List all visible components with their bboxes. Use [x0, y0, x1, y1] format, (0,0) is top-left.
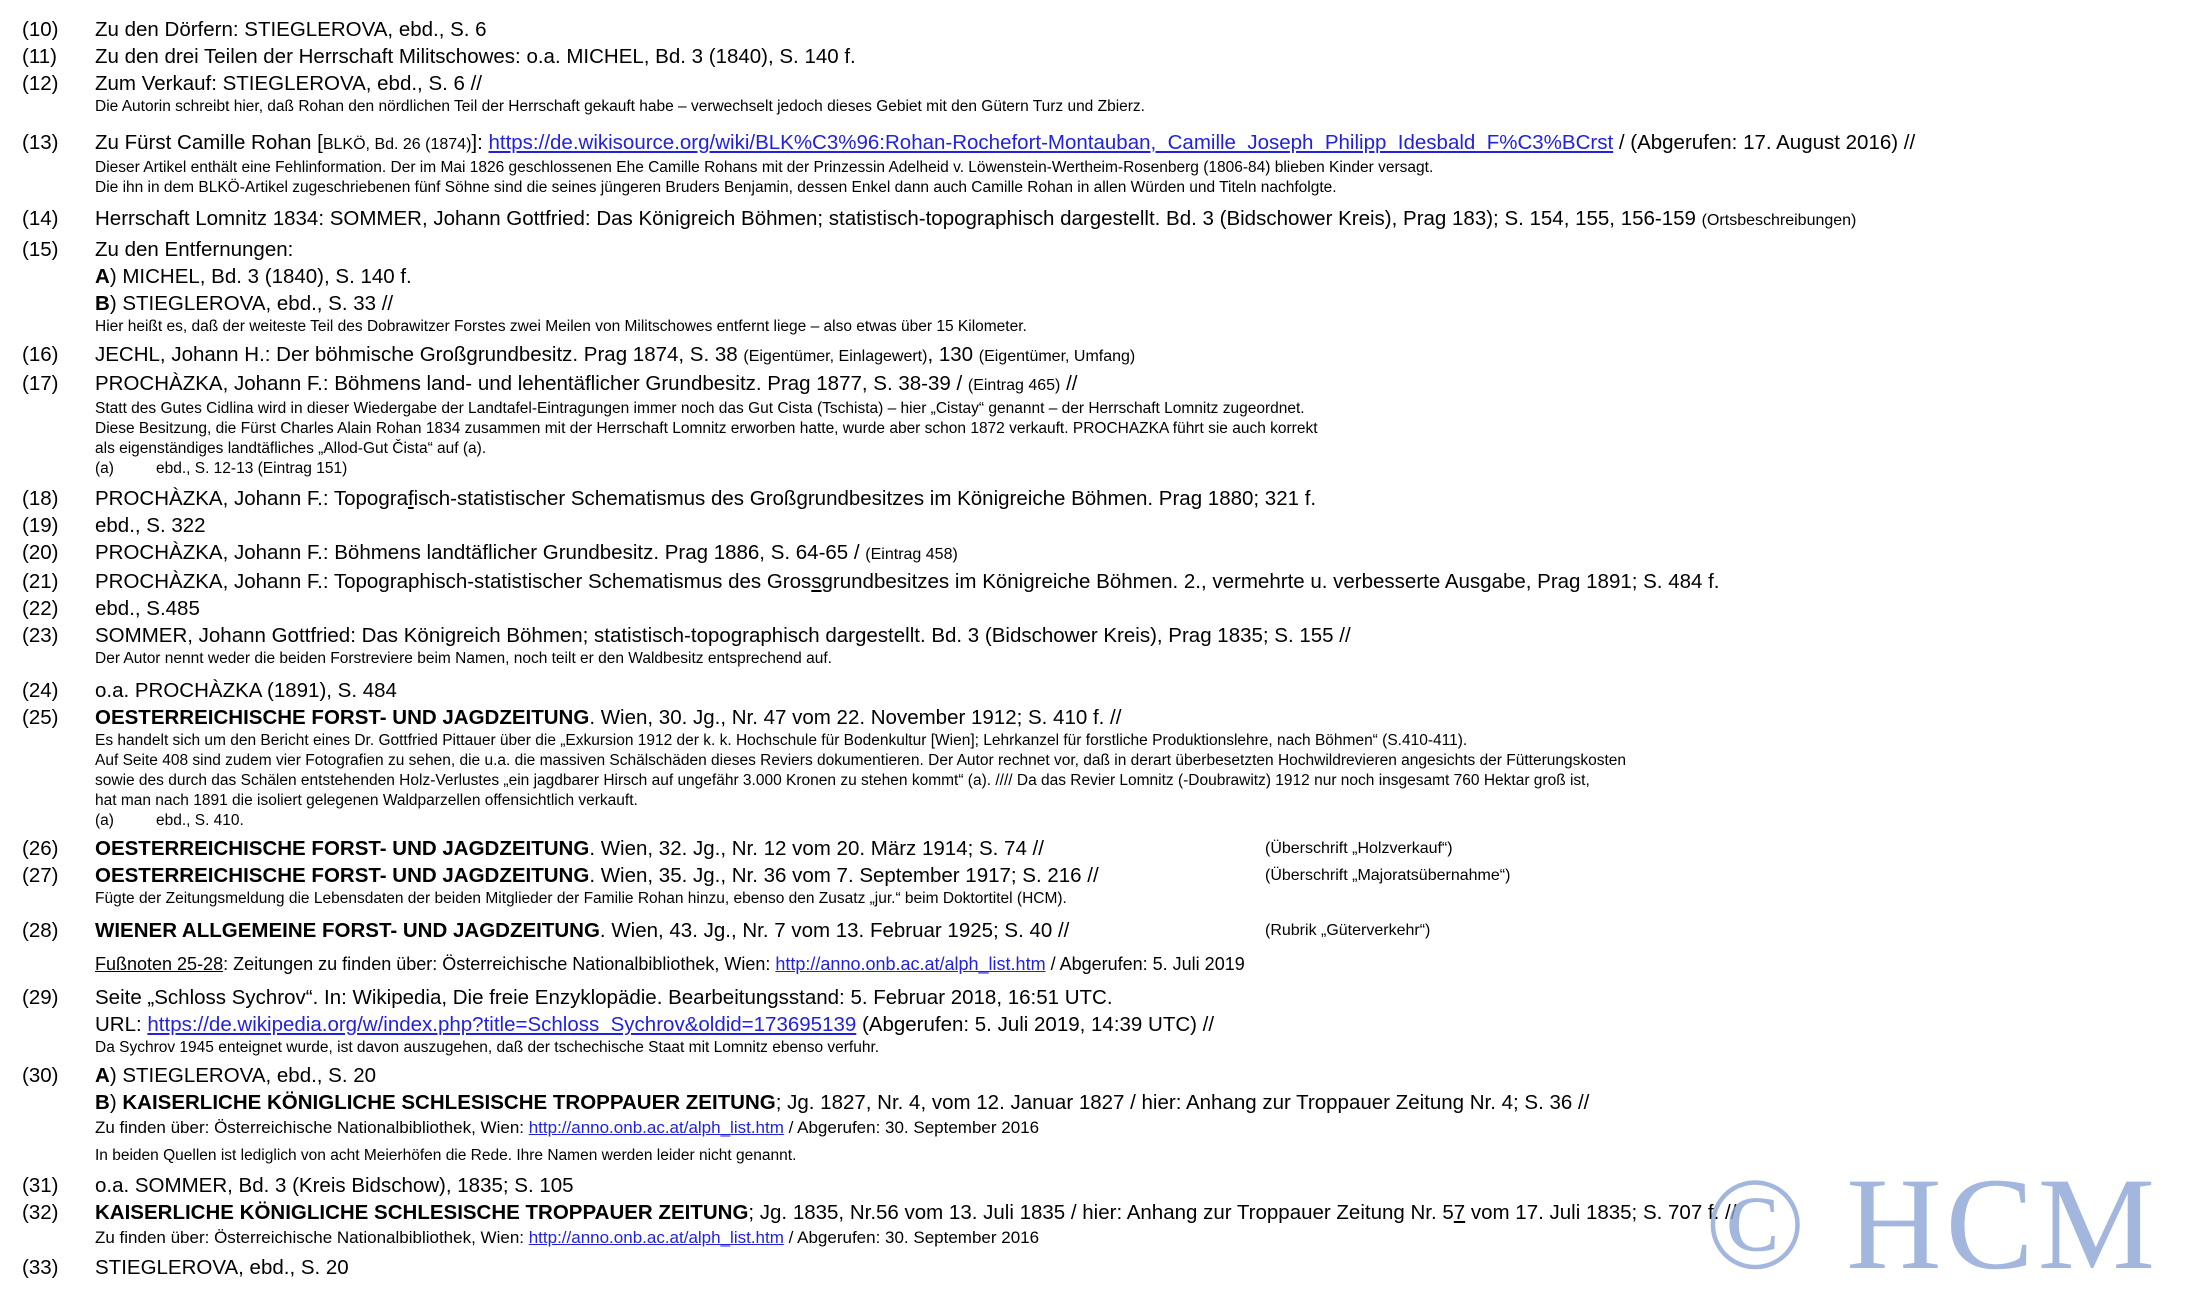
- footnote-entry: [0, 595, 2209, 622]
- footnote-entry: [0, 622, 2209, 669]
- text-segment: Zu finden über: Österreichische Nationalbibliothek, Wien:: [95, 1228, 529, 1247]
- footnote-number: (28): [22, 919, 59, 942]
- footnote-line: [0, 205, 2209, 234]
- text-segment: ebd., S. 410.: [155, 812, 244, 829]
- footnote-list: [0, 16, 2209, 1281]
- footnote-line: [0, 341, 2209, 370]
- text-segment: Fügte der Zeitungsmeldung die Lebensdaten der beiden Mitglieder der Familie Rohan hinzu, ebenso den Zusatz „jur.“ beim Doktortitel (HCM).: [95, 890, 1067, 907]
- text-segment: ) STIEGLEROVA, ebd., S. 33 //: [109, 292, 394, 315]
- footnote-number: (20): [22, 541, 59, 564]
- text-segment: : Zeitungen zu finden über: Österreichische Nationalbibliothek, Wien:: [223, 954, 776, 974]
- text-segment: B: [95, 1091, 110, 1114]
- footnote-line: [0, 649, 2209, 669]
- footnote-entry: [0, 835, 2209, 862]
- footnote-line: [0, 1038, 2209, 1058]
- text-segment: / Abgerufen: 30. September 2016: [783, 1118, 1040, 1137]
- text-segment: Zu den Dörfern: STIEGLEROVA, ebd., S. 6: [95, 18, 487, 41]
- anno-onb-link[interactable]: http://anno.onb.ac.at/alph_list.htm: [528, 1118, 784, 1137]
- margin-annotation: (Überschrift „Majoratsübernahme“): [1265, 867, 1511, 884]
- footnote-line: [0, 1062, 2209, 1089]
- footnote-entry: [0, 341, 2209, 370]
- text-segment: JECHL, Johann H.: Der böhmische Großgrundbesitz. Prag 1874, S. 38: [95, 343, 744, 366]
- text-segment: OESTERREICHISCHE FORST- UND JAGDZEITUNG: [95, 706, 590, 729]
- text-segment: PROCHÀZKA, Johann F.: Topogra: [95, 487, 408, 510]
- footnote-line: [0, 835, 2209, 862]
- text-segment: Statt des Gutes Cidlina wird in dieser Wiedergabe der Landtafel-Eintragungen immer noch das Gut Cista (Tschista) – hier „Cistay“ genannt – der Herrschaft Lomnitz zugeordnet.: [95, 400, 1305, 417]
- text-segment: , 130: [927, 343, 979, 366]
- text-segment: Seite „Schloss Sychrov“. In: Wikipedia, Die freie Enzyklopädie. Bearbeitungsstand: 5. Februar 2018, 16:51 UTC.: [95, 986, 1113, 1009]
- footnote-line: [0, 771, 2209, 791]
- text-segment: . Wien, 35. Jg., Nr. 36 vom 7. September 1917; S. 216 //: [589, 864, 1099, 887]
- footnote-line: [0, 16, 2209, 43]
- footnote-number: (30): [22, 1064, 59, 1087]
- watermark: © HCM: [1705, 1150, 2160, 1290]
- text-segment: ebd., S. 12-13 (Eintrag 151): [155, 460, 348, 477]
- text-segment: A: [95, 265, 110, 288]
- footnote-number: (21): [22, 570, 59, 593]
- text-segment: OESTERREICHISCHE FORST- UND JAGDZEITUNG: [95, 837, 590, 860]
- footnote-line: [0, 1146, 2209, 1166]
- footnote-line: [0, 97, 2209, 117]
- text-segment: Fußnoten 25-28: [95, 954, 224, 974]
- footnote-entry: [0, 370, 2209, 479]
- text-segment: PROCHÀZKA, Johann F.: Topographisch-statistischer Schematismus des Gros: [95, 570, 812, 593]
- text-segment: B: [95, 292, 110, 315]
- text-segment: o.a. PROCHÀZKA (1891), S. 484: [95, 679, 397, 702]
- text-segment: sowie des durch das Schälen entstehenden Holz-Verlustes „ein jagdbarer Hirsch auf ungefähr 3.000 Kronen zu stehen kommt“ (a). //// Da das Revier Lomnitz (-Doubrawitz) 1912 nur noch insgesamt 760 Hektar groß ist,: [95, 772, 1590, 789]
- footnote-line: [0, 485, 2209, 512]
- text-segment: als eigenständiges landtäfliches „Allod-Gut Čista“ auf (a).: [95, 440, 487, 457]
- footnote-line: [0, 952, 2209, 976]
- text-segment: (Abgerufen: 5. Juli 2019, 14:39 UTC) //: [856, 1013, 1215, 1036]
- footnote-number: (25): [22, 706, 59, 729]
- footnote-number: (12): [22, 72, 59, 95]
- text-segment: / (Abgerufen: 17. August 2016) //: [1613, 131, 1916, 154]
- text-segment: PROCHÀZKA, Johann F.: Böhmens landtäflicher Grundbesitz. Prag 1886, S. 64-65 /: [95, 541, 866, 564]
- anno-onb-link[interactable]: http://anno.onb.ac.at/alph_list.htm: [775, 954, 1046, 974]
- text-segment: Dieser Artikel enthält eine Fehlinformation. Der im Mai 1826 geschlossenen Ehe Camille Rohans mit der Prinzessin Adelheid v. Löwenstein-Wertheim-Rosenberg (1806-84) blieben Kinder versagt.: [95, 159, 1434, 176]
- footnote-entry: [0, 677, 2209, 704]
- footnote-entry: [0, 704, 2209, 831]
- footnote-entry: [0, 1062, 2209, 1166]
- text-segment: Hier heißt es, daß der weiteste Teil des Dobrawitzer Forstes zwei Meilen von Militschowes entfernt liege – also etwas über 15 Kilometer.: [95, 318, 1027, 335]
- footnote-number: (33): [22, 1256, 59, 1279]
- text-segment: STIEGLEROVA, ebd., S. 20: [95, 1256, 349, 1279]
- text-segment: Der Autor nennt weder die beiden Forstreviere beim Namen, noch teilt er den Waldbesitz entsprechend auf.: [95, 650, 832, 667]
- text-segment: Herrschaft Lomnitz 1834: SOMMER, Johann Gottfried: Das Königreich Böhmen; statistisch-topographisch dargestellt. Bd. 3 (Bidschower Kreis), Prag 183); S. 154, 155, 156-159: [95, 207, 1702, 230]
- text-segment: hat man nach 1891 die isoliert gelegenen Waldparzellen offensichtlich verkauft.: [95, 792, 638, 809]
- text-segment: Zu finden über: Österreichische Nationalbibliothek, Wien:: [95, 1118, 529, 1137]
- footnote-line: [0, 290, 2209, 317]
- footnote-number: (32): [22, 1201, 59, 1224]
- margin-annotation: (Überschrift „Holzverkauf“): [1265, 840, 1453, 857]
- footnote-number: (10): [22, 18, 59, 41]
- footnote-entry: [0, 70, 2209, 117]
- footnote-line: [0, 459, 2209, 479]
- footnote-entry: [0, 1172, 2209, 1199]
- text-segment: A: [95, 1064, 110, 1087]
- footnote-number: (19): [22, 514, 59, 537]
- footnote-line: [0, 1011, 2209, 1038]
- footnote-entry: [0, 862, 2209, 909]
- margin-annotation: (Rubrik „Güterverkehr“): [1265, 922, 1431, 939]
- footnote-line: [0, 622, 2209, 649]
- footnote-line: [0, 917, 2209, 944]
- footnote-line: [0, 43, 2209, 70]
- text-segment: In beiden Quellen ist lediglich von acht Meierhöfen die Rede. Ihre Namen werden leider nicht genannt.: [95, 1147, 797, 1164]
- text-segment: Die ihn in dem BLKÖ-Artikel zugeschriebenen fünf Söhne sind die seines jüngeren Bruders Benjamin, dessen Enkel dann auch Camille Rohan in allen Würden und Titeln nachfolgte.: [95, 179, 1337, 196]
- footnote-entry: [0, 205, 2209, 234]
- text-segment: isch-statistischer Schematismus des Großgrundbesitzes im Königreiche Böhmen. Prag 1880; 321 f.: [413, 487, 1317, 510]
- text-segment: (a): [95, 812, 114, 829]
- footnote-entry: [0, 984, 2209, 1058]
- text-segment: f: [407, 487, 414, 510]
- footnote-line: [0, 862, 2209, 889]
- text-segment: ): [109, 1091, 123, 1114]
- text-segment: (Eigentümer, Einlagewert): [743, 348, 928, 365]
- footnote-number: (26): [22, 837, 59, 860]
- text-segment: (Eintrag 458): [865, 546, 958, 563]
- text-segment: ) STIEGLEROVA, ebd., S. 20: [109, 1064, 377, 1087]
- footnote-number: (29): [22, 986, 59, 1009]
- text-segment: OESTERREICHISCHE FORST- UND JAGDZEITUNG: [95, 864, 590, 887]
- footnote-line: [0, 236, 2209, 263]
- footnote-entry: [0, 512, 2209, 539]
- footnote-line: [0, 731, 2209, 751]
- text-segment: (Ortsbeschreibungen): [1701, 212, 1857, 229]
- footnote-entry: [0, 1254, 2209, 1281]
- footnote-line: [0, 1116, 2209, 1140]
- footnote-line: [0, 539, 2209, 568]
- footnote-entry: [0, 236, 2209, 337]
- footnote-number: (23): [22, 624, 59, 647]
- footnote-entry: [0, 129, 2209, 198]
- footnote-entry: [0, 43, 2209, 70]
- footnote-line: [0, 158, 2209, 178]
- footnote-line: [0, 419, 2209, 439]
- footnote-line: [0, 984, 2209, 1011]
- footnote-line: [0, 568, 2209, 595]
- text-segment: ; Jg. 1835, Nr.56 vom 13. Juli 1835 / hier: Anhang zur Troppauer Zeitung Nr. 5: [748, 1201, 1454, 1224]
- footnote-entry: [0, 1199, 2209, 1250]
- footnote-line: [0, 751, 2209, 771]
- footnote-number: (31): [22, 1174, 59, 1197]
- footnote-number: (27): [22, 864, 59, 887]
- footnote-line: [0, 1089, 2209, 1116]
- text-segment: / Abgerufen: 5. Juli 2019: [1045, 954, 1245, 974]
- text-segment: grundbesitzes im Königreiche Böhmen. 2., vermehrte u. verbesserte Ausgabe, Prag 1891; S. 484 f.: [821, 570, 1720, 593]
- text-segment: ]:: [471, 131, 489, 154]
- text-segment: ebd., S. 322: [95, 514, 206, 537]
- text-segment: . Wien, 32. Jg., Nr. 12 vom 20. März 1914; S. 74 //: [589, 837, 1044, 860]
- text-segment: . Wien, 30. Jg., Nr. 47 vom 22. November 1912; S. 410 f. //: [589, 706, 1122, 729]
- footnote-line: [0, 263, 2209, 290]
- footnote-line: [0, 595, 2209, 622]
- footnote-line: [0, 399, 2209, 419]
- footnote-line: [0, 129, 2209, 158]
- footnote-number: (13): [22, 131, 59, 154]
- text-segment: //: [1060, 372, 1078, 395]
- text-segment: BLKÖ, Bd. 26 (1874): [322, 136, 472, 153]
- text-segment: Auf Seite 408 sind zudem vier Fotografien zu sehen, die u.a. die massiven Schälschäden dieses Reviers dokumentieren. Der Autor rechnet vor, daß in derart überbesetzten Hochwildrevieren angesichts der Fütterungskosten: [95, 752, 1627, 769]
- text-segment: (Eigentümer, Umfang): [978, 348, 1136, 365]
- footnote-number: (17): [22, 372, 59, 395]
- footnote-line: [0, 889, 2209, 909]
- footnote-entry: [0, 917, 2209, 976]
- text-segment: o.a. SOMMER, Bd. 3 (Kreis Bidschow), 1835; S. 105: [95, 1174, 574, 1197]
- text-segment: SOMMER, Johann Gottfried: Das Königreich Böhmen; statistisch-topographisch dargestellt. Bd. 3 (Bidschower Kreis), Prag 1835; S. 155 //: [95, 624, 1351, 647]
- footnote-line: [0, 791, 2209, 811]
- footnote-line: [0, 704, 2209, 731]
- footnote-number: (15): [22, 238, 59, 261]
- text-segment: vom 17. Juli 1835; S. 707 f. //: [1465, 1201, 1737, 1224]
- footnote-line: [0, 512, 2209, 539]
- text-segment: s: [811, 570, 822, 593]
- text-segment: KAISERLICHE KÖNIGLICHE SCHLESISCHE TROPPAUER ZEITUNG: [122, 1091, 776, 1114]
- text-segment: Es handelt sich um den Bericht eines Dr. Gottfried Pittauer über die „Exkursion 1912 der k. k. Hochschule für Bodenkultur [Wien]; Lehrkanzel für forstliche Produktionslehre, nach Böhmen“ (S.410-411).: [95, 732, 1468, 749]
- text-segment: Zu den drei Teilen der Herrschaft Militschowes: o.a. MICHEL, Bd. 3 (1840), S. 140 f.: [95, 45, 856, 68]
- text-segment: PROCHÀZKA, Johann F.: Böhmens land- und lehentäflicher Grundbesitz. Prag 1877, S. 38-39 /: [95, 372, 968, 395]
- footnote-entry: [0, 539, 2209, 568]
- anno-onb-link[interactable]: http://anno.onb.ac.at/alph_list.htm: [528, 1228, 784, 1247]
- text-segment: Die Autorin schreibt hier, daß Rohan den nördlichen Teil der Herrschaft gekauft habe – verwechselt jedoch dieses Gebiet mit den Gütern Turz und Zbierz.: [95, 98, 1145, 115]
- footnote-line: [0, 178, 2209, 198]
- footnote-line: [0, 317, 2209, 337]
- footnote-line: [0, 677, 2209, 704]
- text-segment: ebd., S.485: [95, 597, 200, 620]
- wikipedia-sychrov-link[interactable]: https://de.wikipedia.org/w/index.php?title=Schloss_Sychrov&oldid=173695139: [147, 1013, 857, 1036]
- text-segment: Diese Besitzung, die Fürst Charles Alain Rohan 1834 zusammen mit der Herrschaft Lomnitz erworben hatte, wurde aber schon 1872 verkauft. PROCHAZKA führt sie auch korrekt: [95, 420, 1318, 437]
- footnote-line: [0, 1226, 2209, 1250]
- text-segment: WIENER ALLGEMEINE FORST- UND JAGDZEITUNG: [95, 919, 600, 942]
- footnote-entry: [0, 485, 2209, 512]
- text-segment: 7: [1453, 1201, 1466, 1224]
- text-segment: Zum Verkauf: STIEGLEROVA, ebd., S. 6 //: [95, 72, 482, 95]
- footnote-line: [0, 370, 2209, 399]
- text-segment: (Eintrag 465): [967, 377, 1061, 394]
- footnote-line: [0, 1172, 2209, 1199]
- footnote-entry: [0, 568, 2209, 595]
- footnote-number: (14): [22, 207, 59, 230]
- footnote-line: [0, 70, 2209, 97]
- text-segment: Da Sychrov 1945 enteignet wurde, ist davon auszugehen, daß der tschechische Staat mit Lomnitz ebenso verfuhr.: [95, 1039, 880, 1056]
- text-segment: Zu den Entfernungen:: [95, 238, 294, 261]
- text-segment: (a): [95, 460, 114, 477]
- footnote-number: (24): [22, 679, 59, 702]
- footnote-line: [0, 1199, 2209, 1226]
- text-segment: . Wien, 43. Jg., Nr. 7 vom 13. Februar 1925; S. 40 //: [599, 919, 1070, 942]
- text-segment: Zu Fürst Camille Rohan [: [95, 131, 323, 154]
- footnote-number: (22): [22, 597, 59, 620]
- footnote-number: (18): [22, 487, 59, 510]
- wikisource-rohan-link[interactable]: https://de.wikisource.org/wiki/BLK%C3%96:Rohan-Rochefort-Montauban,_Camille_Joseph_Philipp_Idesbald_F%C3%BCrst: [488, 131, 1614, 154]
- text-segment: URL:: [95, 1013, 148, 1036]
- text-segment: ; Jg. 1827, Nr. 4, vom 12. Januar 1827 / hier: Anhang zur Troppauer Zeitung Nr. 4; S. 36 //: [775, 1091, 1590, 1114]
- text-segment: ) MICHEL, Bd. 3 (1840), S. 140 f.: [109, 265, 412, 288]
- footnote-number: (16): [22, 343, 59, 366]
- footnote-line: [0, 1254, 2209, 1281]
- footnote-line: [0, 439, 2209, 459]
- text-segment: / Abgerufen: 30. September 2016: [783, 1228, 1040, 1247]
- footnote-number: (11): [22, 45, 57, 68]
- text-segment: KAISERLICHE KÖNIGLICHE SCHLESISCHE TROPPAUER ZEITUNG: [95, 1201, 749, 1224]
- footnote-entry: [0, 16, 2209, 43]
- footnote-line: [0, 811, 2209, 831]
